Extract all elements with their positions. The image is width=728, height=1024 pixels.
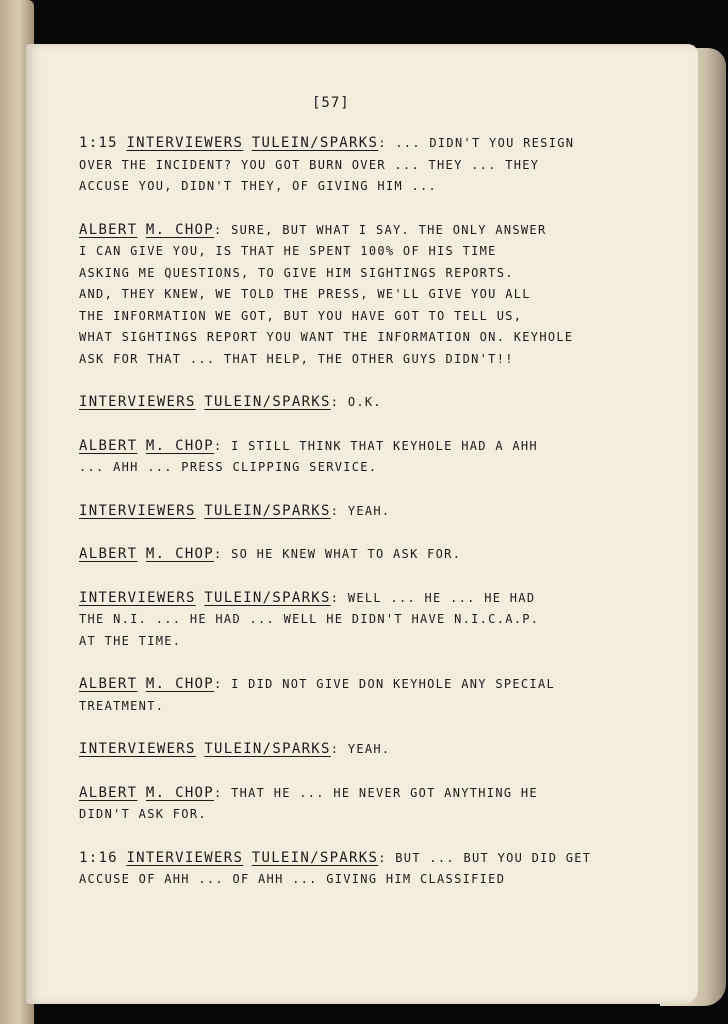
speaker-role: INTERVIEWERS [79, 394, 196, 410]
speech-line: ... AHH ... PRESS CLIPPING SERVICE. [79, 460, 378, 474]
speech-line: AT THE TIME. [79, 633, 182, 648]
speaker-name: TULEIN/SPARKS [251, 135, 379, 151]
page-number: [57] [312, 95, 350, 111]
speaker-name: TULEIN/SPARKS [204, 741, 331, 757]
speaker-role: ALBERT [79, 221, 138, 238]
speech-line: AND, THEY KNEW, WE TOLD THE PRESS, WE'LL GIVE YOU ALL [79, 287, 531, 301]
speech-text: : WELL ... HE ... HE HAD [330, 590, 536, 605]
entry-first-line [79, 588, 679, 610]
speech-line: OVER THE INCIDENT? YOU GOT BURN OVER ... THEY ... THEY [79, 157, 540, 172]
entry [79, 544, 679, 566]
entry [79, 133, 679, 198]
speaker-name: M. CHOP [145, 221, 215, 238]
speech-text: : O.K. [330, 395, 382, 409]
speaker-role: ALBERT [79, 437, 138, 454]
speaker-role: INTERVIEWERS [79, 502, 196, 519]
speech-line: THE N.I. ... HE HAD ... WELL HE DIDN'T HAVE N.I.C.A.P. [79, 612, 540, 626]
speech-line: ASKING ME QUESTIONS, TO GIVE HIM SIGHTINGS REPORTS. [79, 265, 514, 280]
entry [79, 848, 679, 891]
entry-first-line [79, 436, 679, 458]
speaker-name: M. CHOP [145, 546, 215, 562]
speaker-role: INTERVIEWERS [79, 589, 196, 606]
entry [79, 501, 679, 523]
speech-line: TREATMENT. [79, 698, 165, 713]
speaker-name: M. CHOP [145, 437, 215, 454]
entry-first-line [79, 544, 679, 566]
speaker-name: TULEIN/SPARKS [204, 502, 331, 519]
speaker-role: INTERVIEWERS [126, 849, 244, 866]
speaker-name: TULEIN/SPARKS [204, 589, 331, 606]
entry [79, 392, 679, 414]
entry [79, 220, 679, 371]
entry-first-line [79, 739, 679, 761]
speaker-role: INTERVIEWERS [79, 741, 196, 757]
speaker-role: INTERVIEWERS [126, 135, 244, 151]
speech-line: ACCUSE OF AHH ... OF AHH ... GIVING HIM CLASSIFIED [79, 872, 506, 886]
entry [79, 588, 679, 653]
speech-text: : ... DIDN'T YOU RESIGN [378, 136, 575, 150]
speech-line: ACCUSE YOU, DIDN'T THEY, OF GIVING HIM ... [79, 179, 438, 193]
speech-line: I CAN GIVE YOU, IS THAT HE SPENT 100% OF HIS TIME [79, 244, 497, 258]
entry-first-line [79, 220, 679, 242]
speaker-role: ALBERT [79, 546, 138, 562]
timestamp: 1:15 [79, 135, 118, 151]
speech-line: ASK FOR THAT ... THAT HELP, THE OTHER GUYS DIDN'T!! [79, 351, 514, 366]
entry-first-line [79, 392, 679, 414]
speech-text: : SURE, BUT WHAT I SAY. THE ONLY ANSWER [214, 222, 547, 237]
speaker-name: TULEIN/SPARKS [251, 849, 379, 866]
transcript [79, 133, 679, 891]
entry [79, 674, 679, 717]
speech-text: : BUT ... BUT YOU DID GET [378, 850, 592, 865]
speech-text: : YEAH. [330, 742, 391, 756]
speaker-role: ALBERT [79, 784, 138, 801]
entry-first-line [79, 133, 679, 155]
entry-first-line [79, 674, 679, 696]
speaker-name: TULEIN/SPARKS [204, 394, 331, 410]
speech-text: : I STILL THINK THAT KEYHOLE HAD A AHH [214, 438, 538, 453]
entry-first-line [79, 848, 679, 870]
entry-first-line [79, 783, 679, 805]
speech-text: : THAT HE ... HE NEVER GOT ANYTHING HE [214, 785, 538, 800]
speech-text: : YEAH. [330, 503, 391, 518]
timestamp: 1:16 [79, 849, 118, 866]
speech-line: DIDN'T ASK FOR. [79, 807, 207, 821]
speaker-role: ALBERT [79, 676, 138, 692]
speaker-name: M. CHOP [145, 784, 215, 801]
entry [79, 436, 679, 479]
speech-line: THE INFORMATION WE GOT, BUT YOU HAVE GOT TO TELL US, [79, 308, 523, 323]
speech-line: WHAT SIGHTINGS REPORT YOU WANT THE INFORMATION ON. KEYHOLE [79, 330, 574, 344]
entry-first-line [79, 501, 679, 523]
speech-text: : SO HE KNEW WHAT TO ASK FOR. [214, 547, 462, 561]
entry [79, 783, 679, 826]
entry [79, 739, 679, 761]
speaker-name: M. CHOP [145, 676, 215, 692]
speech-text: : I DID NOT GIVE DON KEYHOLE ANY SPECIAL [214, 677, 555, 691]
